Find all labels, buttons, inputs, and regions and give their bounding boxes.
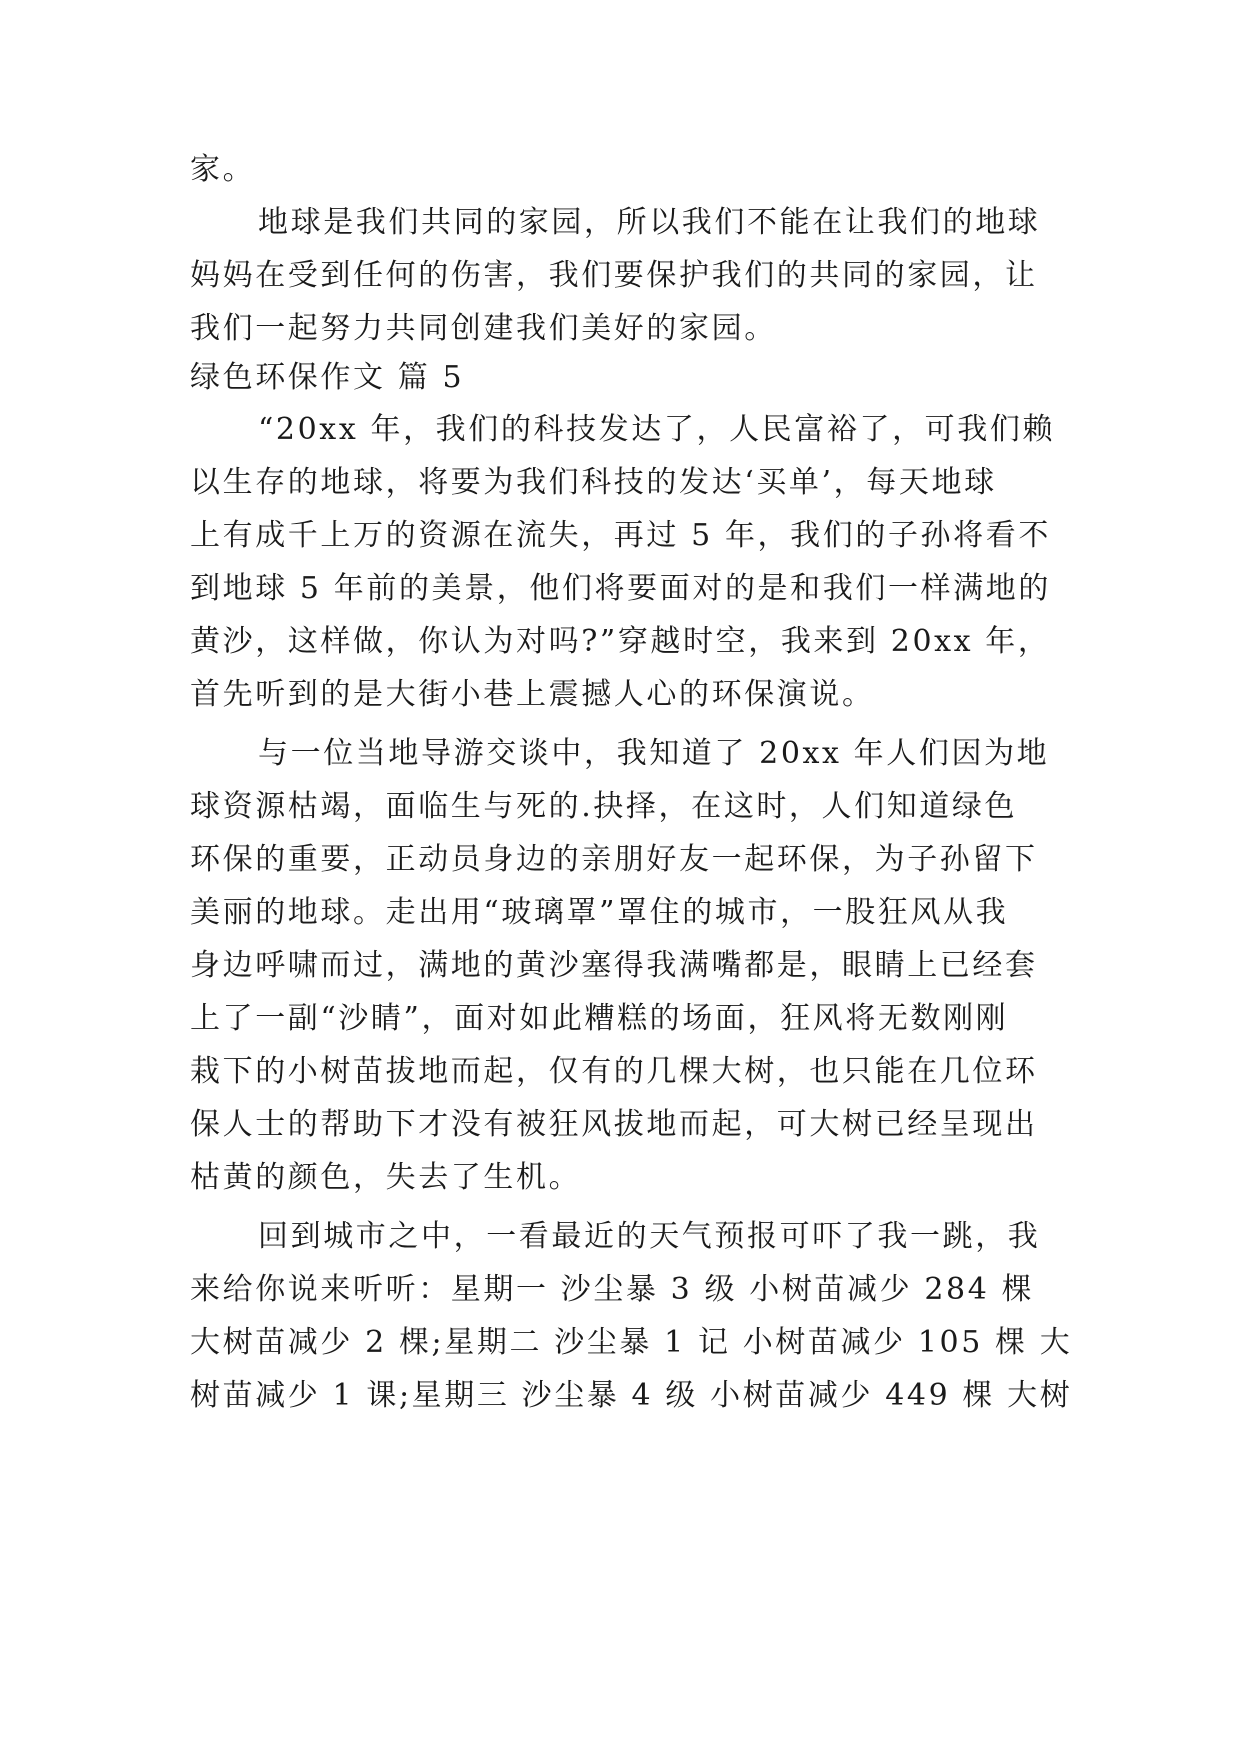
paragraph-line: 我们一起努力共同创建我们美好的家园。 xyxy=(190,311,777,346)
paragraph-line: 家。 xyxy=(190,152,256,187)
paragraph-line: 回到城市之中，一看最近的天气预报可吓了我一跳，我 xyxy=(258,1219,1041,1254)
paragraph-line: 妈妈在受到任何的伤害，我们要保护我们的共同的家园，让 xyxy=(190,258,1038,293)
paragraph-line: 到地球 5 年前的美景，他们将要面对的是和我们一样满地的 xyxy=(190,571,1051,606)
paragraph-line: 身边呼啸而过，满地的黄沙塞得我满嘴都是，眼睛上已经套 xyxy=(190,948,1038,983)
paragraph-line: 首先听到的是大街小巷上震撼人心的环保演说。 xyxy=(190,677,875,712)
paragraph-line: 球资源枯竭，面临生与死的.抉择，在这时，人们知道绿色 xyxy=(190,789,1018,824)
paragraph-line: 保人士的帮助下才没有被狂风拔地而起，可大树已经呈现出 xyxy=(190,1107,1038,1142)
paragraph-line: 与一位当地导游交谈中，我知道了 20xx 年人们因为地 xyxy=(258,736,1050,771)
paragraph-line: 树苗减少 1 课;星期三 沙尘暴 4 级 小树苗减少 449 棵 大树 xyxy=(190,1378,1073,1413)
paragraph-line: 枯黄的颜色，失去了生机。 xyxy=(190,1160,582,1195)
paragraph-line: 来给你说来听听：星期一 沙尘暴 3 级 小树苗减少 284 棵 xyxy=(190,1272,1035,1307)
paragraph-line: “20xx 年，我们的科技发达了，人民富裕了，可我们赖 xyxy=(258,412,1056,447)
paragraph-line: 栽下的小树苗拔地而起，仅有的几棵大树，也只能在几位环 xyxy=(190,1054,1038,1089)
paragraph-line: 美丽的地球。走出用“玻璃罩”罩住的城市，一股狂风从我 xyxy=(190,895,1009,930)
paragraph-line: 以生存的地球，将要为我们科技的发达‘买单’，每天地球 xyxy=(190,465,997,500)
section-heading: 绿色环保作文 篇 5 xyxy=(190,360,465,395)
paragraph-line: 大树苗减少 2 棵;星期二 沙尘暴 1 记 小树苗减少 105 棵 大 xyxy=(190,1325,1073,1360)
paragraph-line: 环保的重要，正动员身边的亲朋好友一起环保，为子孙留下 xyxy=(190,842,1038,877)
paragraph-line: 上有成千上万的资源在流失，再过 5 年，我们的子孙将看不 xyxy=(190,518,1051,553)
paragraph-line: 地球是我们共同的家园，所以我们不能在让我们的地球 xyxy=(258,205,1041,240)
paragraph-line: 黄沙，这样做，你认为对吗?”穿越时空，我来到 20xx 年， xyxy=(190,624,1051,659)
paragraph-line: 上了一副“沙睛”，面对如此糟糕的场面，狂风将无数刚刚 xyxy=(190,1001,1009,1036)
